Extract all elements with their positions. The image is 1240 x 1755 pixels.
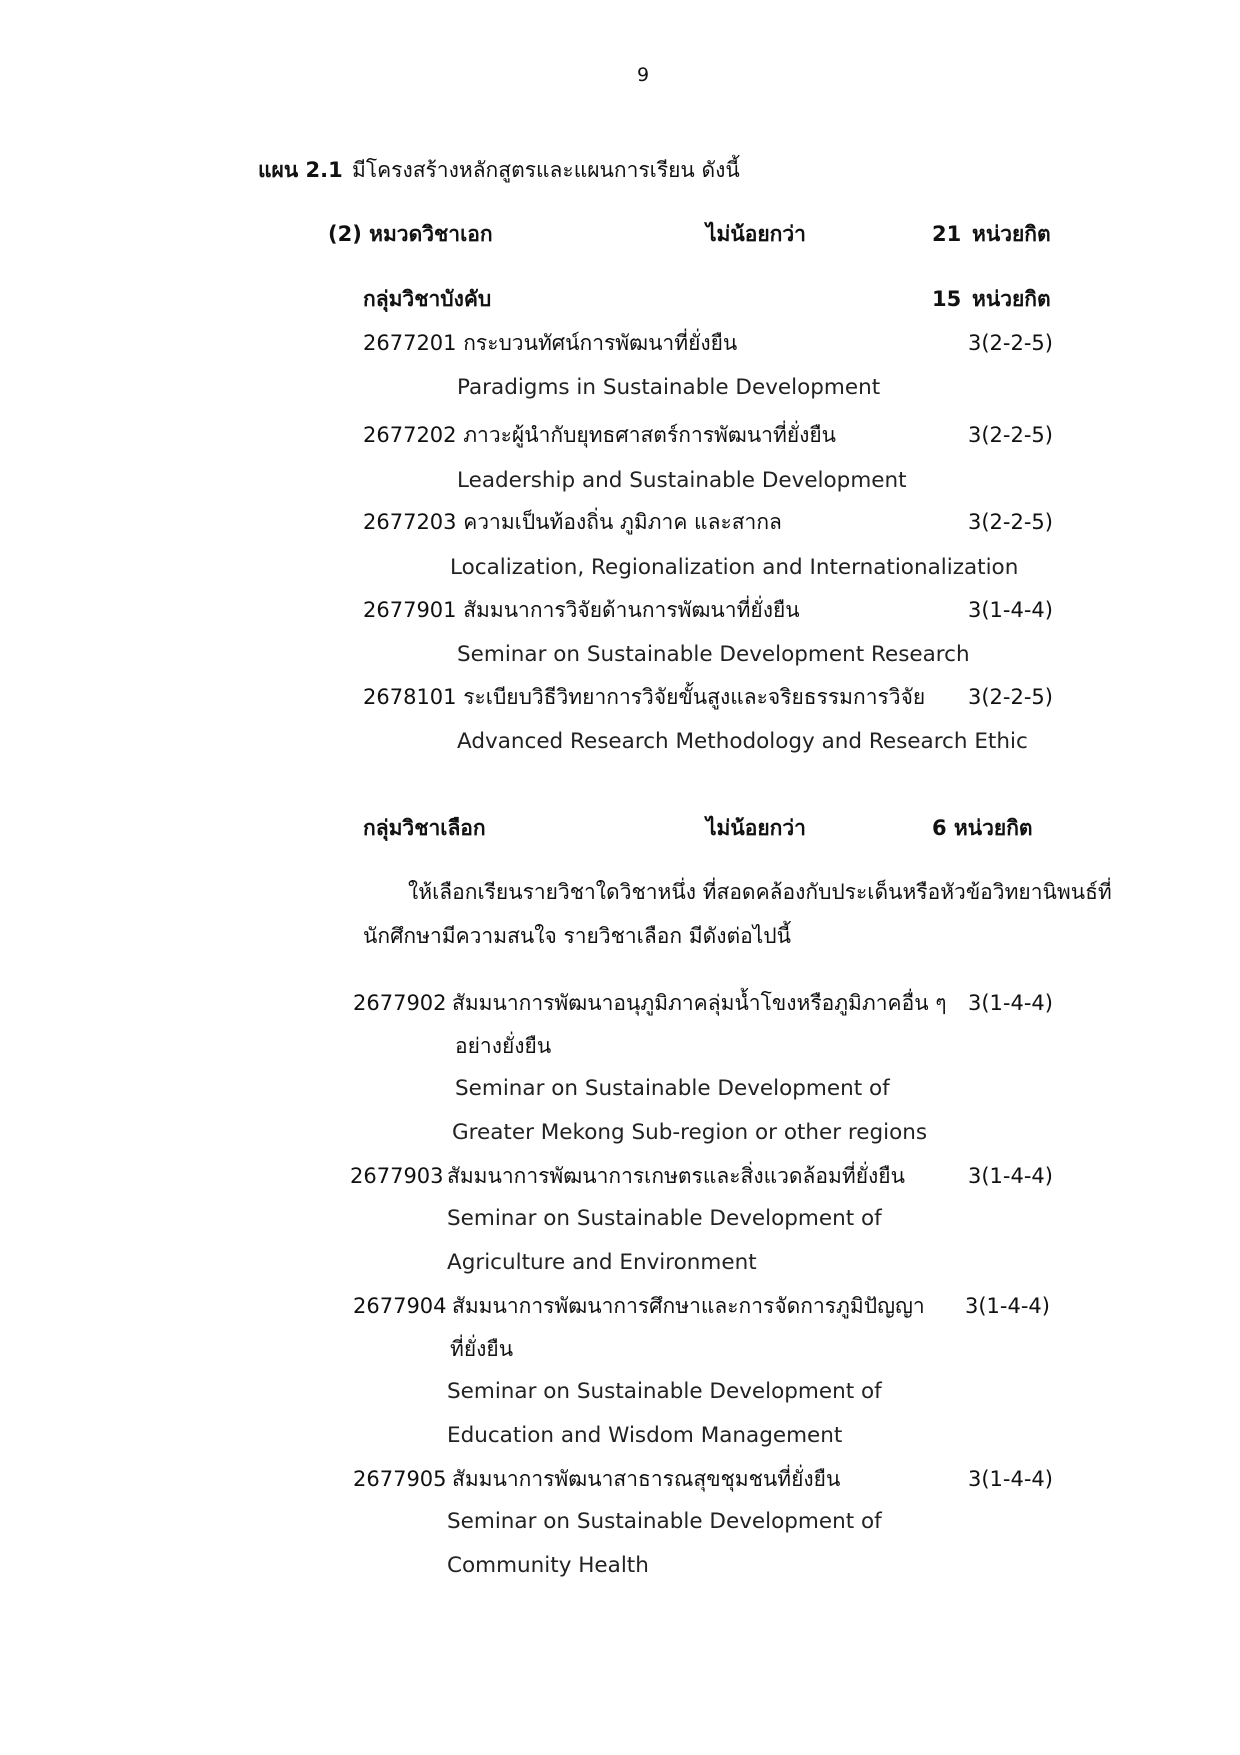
required-course-credit: 3(2-2-5) xyxy=(968,685,1053,709)
elective-course-th-cont: ที่ยั่งยืน xyxy=(450,1337,514,1361)
elective-course-code: 2677903 xyxy=(350,1164,444,1188)
required-course-en: Localization, Regionalization and Internationalization xyxy=(450,555,1019,580)
required-course-credit: 3(1-4-4) xyxy=(968,598,1053,622)
elective-course-code: 2677904 xyxy=(353,1294,447,1318)
elective-intro-line1: ให้เลือกเรียนรายวิชาใดวิชาหนึ่ง ที่สอดคล้องกับประเด็นหรือหัวข้อวิทยานิพนธ์ที่ xyxy=(408,880,1112,904)
elective-course-en-cont: Community Health xyxy=(447,1553,649,1578)
elective-course-credit: 3(1-4-4) xyxy=(968,1164,1053,1188)
required-group-title: กลุ่มวิชาบังคับ xyxy=(363,287,492,311)
elective-course-en: Seminar on Sustainable Development of xyxy=(447,1509,882,1534)
page-number: 9 xyxy=(637,64,650,86)
major-section-title: (2) หมวดวิชาเอก xyxy=(328,222,493,246)
elective-course-en-cont: Education and Wisdom Management xyxy=(447,1423,843,1448)
required-course-en: Leadership and Sustainable Development xyxy=(457,468,907,493)
elective-course-en-cont: Agriculture and Environment xyxy=(447,1250,757,1275)
major-min-label: ไม่น้อยกว่า xyxy=(706,222,806,246)
elective-min-label: ไม่น้อยกว่า xyxy=(706,816,806,840)
plan-description: มีโครงสร้างหลักสูตรและแผนการเรียน ดังนี้ xyxy=(352,158,740,182)
elective-course-credit: 3(1-4-4) xyxy=(968,991,1053,1015)
major-credits: 21 xyxy=(932,222,962,246)
elective-credits: 6 หน่วยกิต xyxy=(932,816,1033,840)
elective-course-th-cont: อย่างยั่งยืน xyxy=(455,1034,552,1058)
elective-course-code: 2677902 xyxy=(353,991,447,1015)
required-course-th: 2677203 ความเป็นท้องถิ่น ภูมิภาค และสากล xyxy=(363,510,782,534)
elective-course-en: Seminar on Sustainable Development of xyxy=(455,1076,890,1101)
required-group-credits: 15 xyxy=(932,287,962,311)
required-group-unit: หน่วยกิต xyxy=(972,287,1051,311)
elective-course-en: Seminar on Sustainable Development of xyxy=(447,1206,882,1231)
elective-course-code: 2677905 xyxy=(353,1467,447,1491)
required-course-en: Paradigms in Sustainable Development xyxy=(457,375,881,400)
plan-label: แผน 2.1 xyxy=(258,158,343,182)
elective-course-th: สัมมนาการพัฒนาอนุภูมิภาคลุ่มน้ำโขงหรือภูมิภาคอื่น ๆ xyxy=(452,991,947,1015)
required-course-th: 2677901 สัมมนาการวิจัยด้านการพัฒนาที่ยั่งยืน xyxy=(363,598,800,622)
required-course-th: 2677201 กระบวนทัศน์การพัฒนาที่ยั่งยืน xyxy=(363,331,738,355)
required-course-en: Advanced Research Methodology and Research Ethic xyxy=(457,729,1028,754)
required-course-credit: 3(2-2-5) xyxy=(968,510,1053,534)
required-course-credit: 3(2-2-5) xyxy=(968,423,1053,447)
major-unit: หน่วยกิต xyxy=(972,222,1051,246)
required-course-en: Seminar on Sustainable Development Research xyxy=(457,642,970,667)
elective-course-credit: 3(1-4-4) xyxy=(968,1467,1053,1491)
elective-course-th: สัมมนาการพัฒนาสาธารณสุขชุมชนที่ยั่งยืน xyxy=(452,1467,841,1491)
elective-course-en-cont: Greater Mekong Sub-region or other regions xyxy=(452,1120,928,1145)
elective-group-title: กลุ่มวิชาเลือก xyxy=(363,816,486,840)
elective-course-th: สัมมนาการพัฒนาการศึกษาและการจัดการภูมิปัญญา xyxy=(452,1294,925,1318)
elective-course-en: Seminar on Sustainable Development of xyxy=(447,1379,882,1404)
required-course-th: 2678101 ระเบียบวิธีวิทยาการวิจัยขั้นสูงและจริยธรรมการวิจัย xyxy=(363,685,926,709)
required-course-th: 2677202 ภาวะผู้นำกับยุทธศาสตร์การพัฒนาที่ยั่งยืน xyxy=(363,423,837,447)
elective-course-th: สัมมนาการพัฒนาการเกษตรและสิ่งแวดล้อมที่ยั่งยืน xyxy=(447,1164,905,1188)
required-course-credit: 3(2-2-5) xyxy=(968,331,1053,355)
elective-intro-line2: นักศึกษามีความสนใจ รายวิชาเลือก มีดังต่อไปนี้ xyxy=(363,924,791,948)
elective-course-credit: 3(1-4-4) xyxy=(965,1294,1050,1318)
